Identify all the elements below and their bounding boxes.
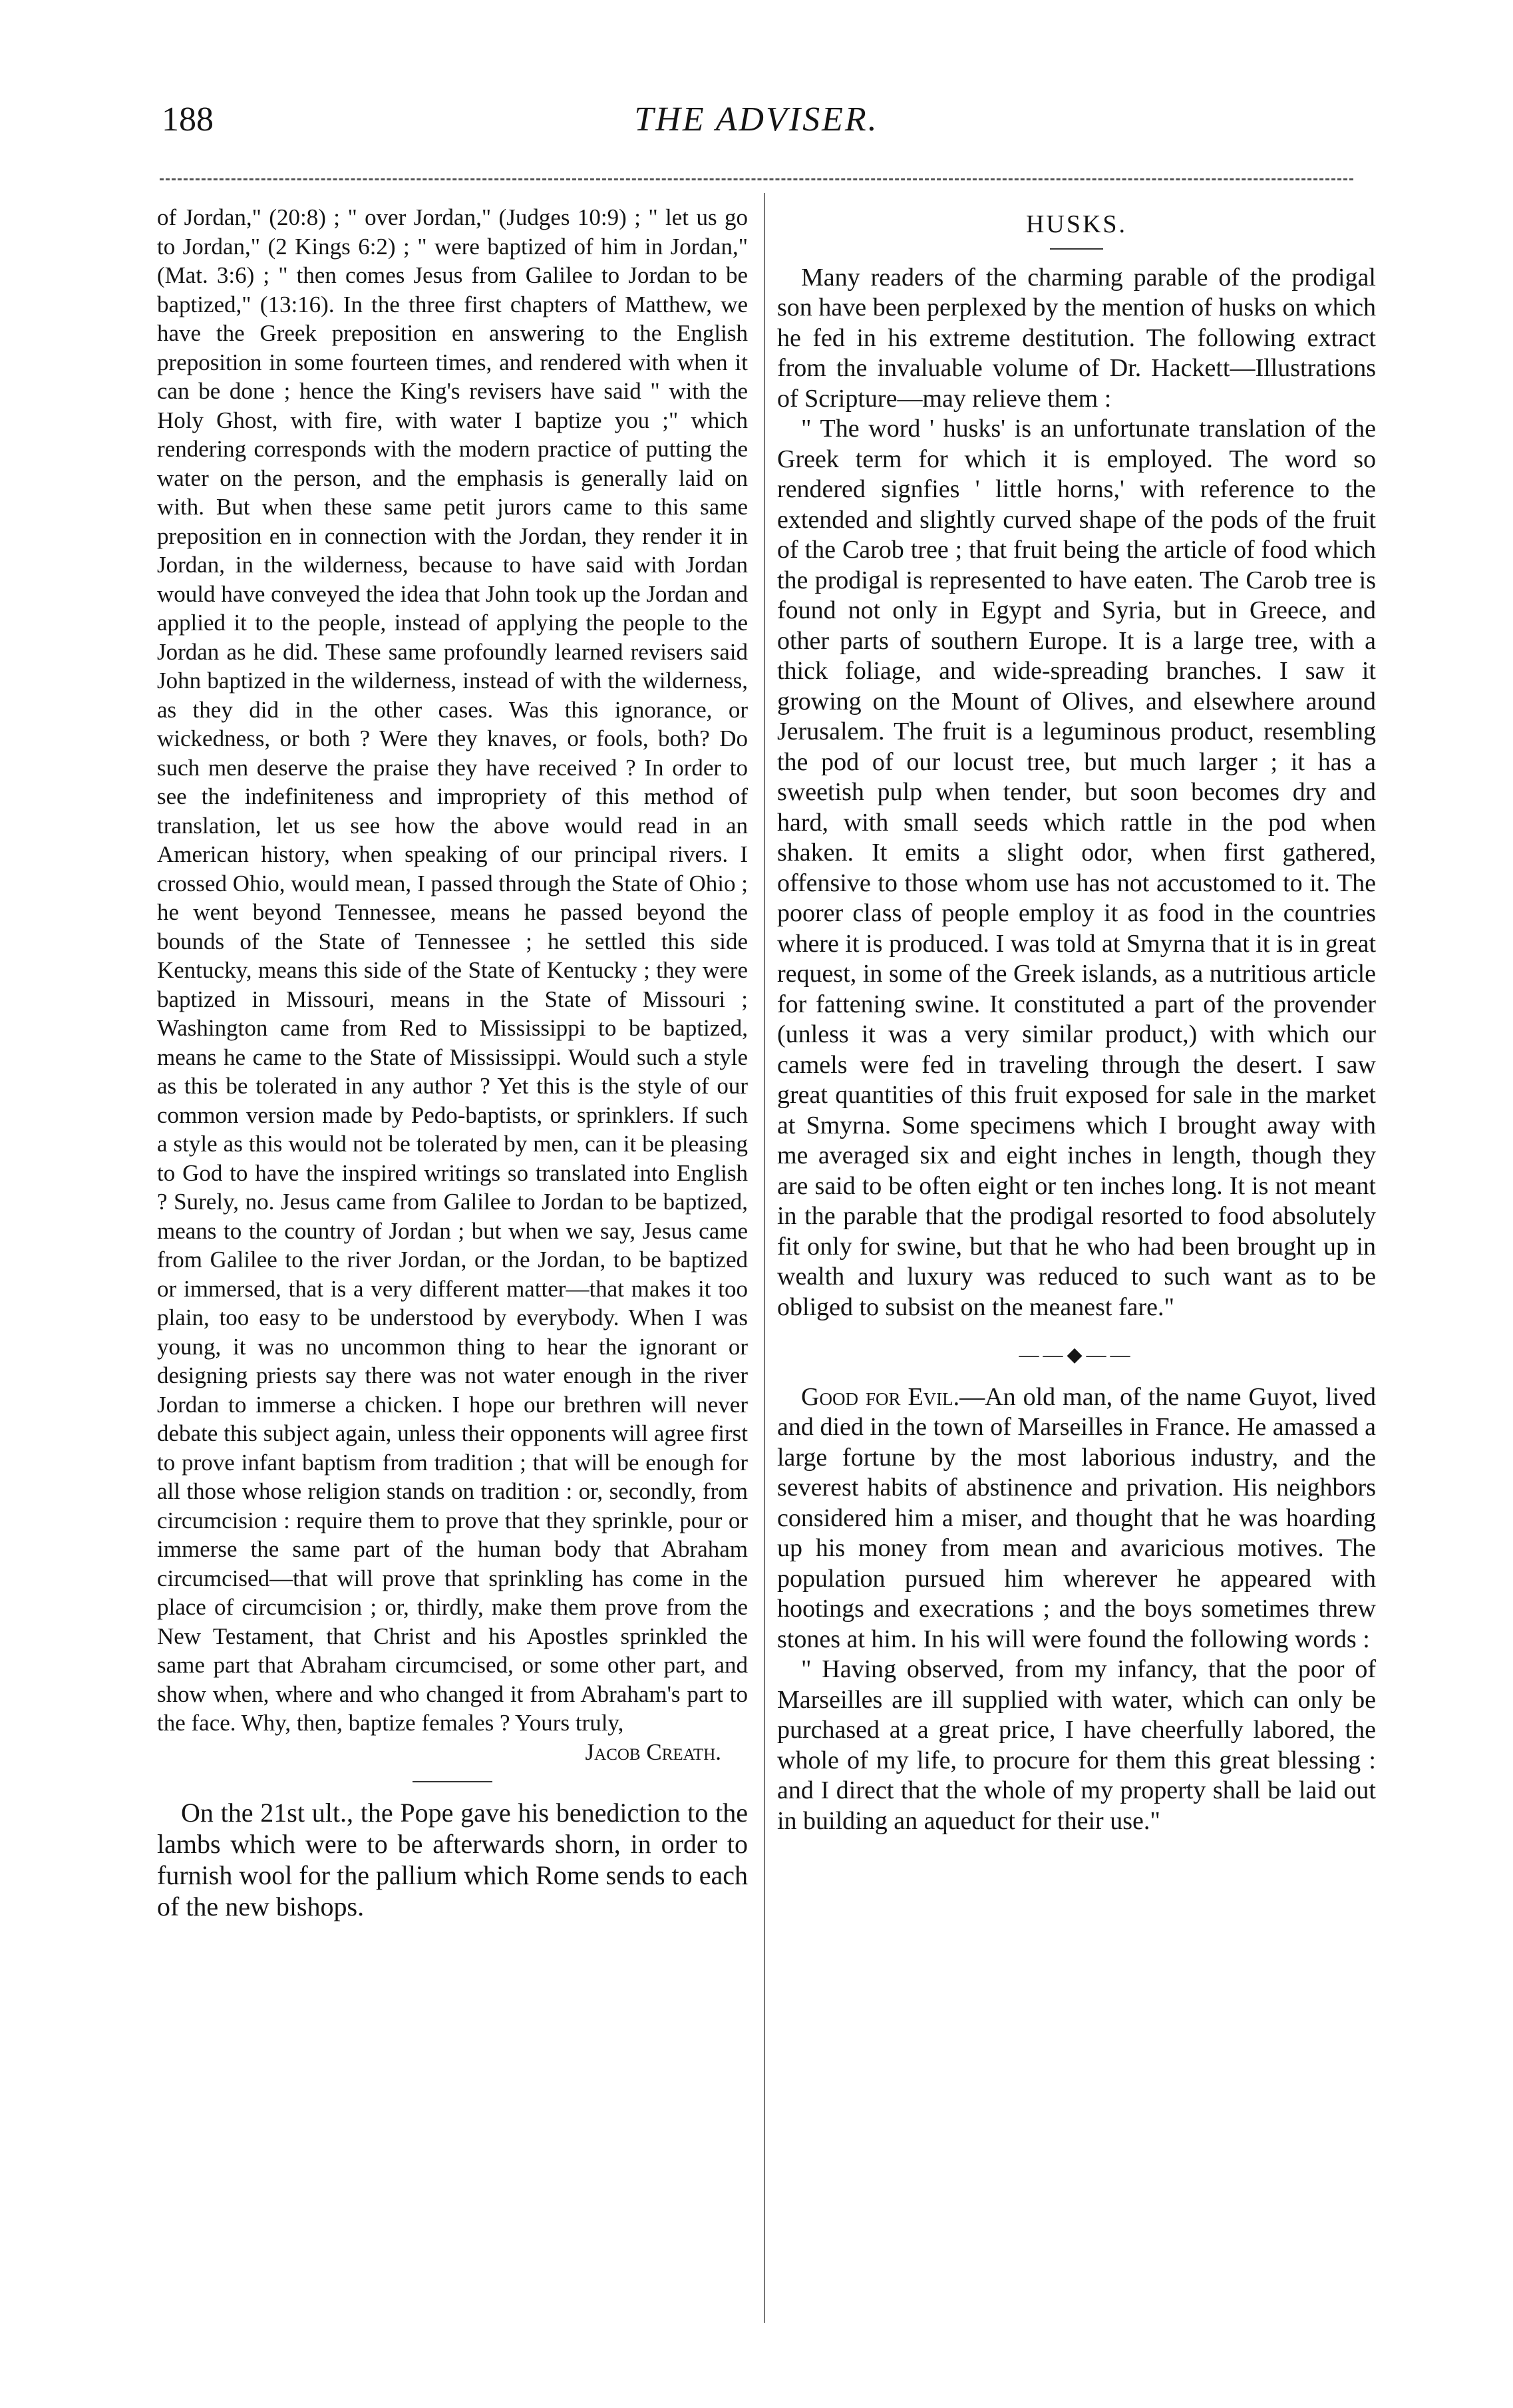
good-for-evil-text: —An old man, of the name Guyot, lived and died in the town of Marseilles in France. He amassed a large fortune by the most laborious industry, and the severest habits of abstinence and privation. His neighbors considered him a miser, and thought that he was hoarding up his money from mean and avaricious motives. The population pursued him wherever he appeared with hootings and execrations ; and the boys sometimes threw stones at him. In his will were found the following words : [777, 1382, 1376, 1653]
good-for-evil-paragraph [777, 1382, 1376, 1655]
title-divider [1050, 248, 1103, 250]
left-column [157, 203, 748, 1922]
right-column [777, 203, 1376, 1836]
husks-intro: Many readers of the charming parable of the prodigal son have been perplexed by the mention of husks on which he fed in his extreme destitution. The following extract from the invaluable volume of Dr. Hackett—Illustrations of Scripture—may relieve them : [777, 263, 1376, 413]
baptism-article-text: of Jordan," (20:8) ; " over Jordan," (Judges 10:9) ; " let us go to Jordan," (2 Kings 6:2) ; " were baptized of him in Jordan," (Mat. 3:6) ; " then comes Jesus from Galilee to Jordan to be baptized," (13:16). In the three first chapters of Matthew, we have the Greek preposition en answering to the English preposition in some fourteen times, and rendered with when it can be done ; hence the King's revisers have said " with the Holy Ghost, with fire, with water I baptize you ;" which rendering corresponds with the modern practice of putting the water on the person, and the emphasis is generally laid on with. But when these same petit jurors came to this same preposition en in connection with the Jordan, they render it in Jordan, in the wilderness, because to have said with Jordan would have conveyed the idea that John took up the Jordan and applied it to the people, instead of applying the people to the Jordan as he did. These same profoundly learned revisers said John baptized in the wilderness, instead of with the wilderness, as they did in the other cases. Was this ignorance, or wickedness, or both ? Were they knaves, or fools, both? Do such men deserve the praise they have received ? In order to see the indefiniteness and impropriety of this method of translation, let us see how the above would read in an American history, when speaking of our principal rivers. I crossed Ohio, would mean, I passed through the State of Ohio ; he went beyond Tennessee, means he passed beyond the bounds of the State of Tennessee ; he settled this side Kentucky, means this side of the State of Kentucky ; they were baptized in Missouri, means in the State of Missouri ; Washington came from Red to Mississippi to be baptized, means he came to the State of Mississippi. Would such a style as this be tolerated in any author ? Yet this is the style of our common version made by Pedo-baptists, or sprinklers. If such a style as this would not be tolerated by men, can it be pleasing to God to have the inspired writings so translated into English ? Surely, no. Jesus came from Galilee to Jordan to be baptized, means to the country of Jordan ; but when we say, Jesus came from Galilee to the river Jordan, or the Jordan, to be baptized or immersed, that is a very different matter—that makes it too plain, too easy to be understood by everybody. When I was young, it was no uncommon thing to hear the ignorant or designing priests say there was not water enough in the river Jordan to immerse a chicken. I hope our brethren will never debate this subject again, unless their opponents will agree first to prove infant baptism from tradition ; that will be enough for all those whose religion stands on tradition : or, secondly, from circumcision : require them to prove that they sprinkle, pour or immerse the same part of the human body that Abraham circumcised—that will prove that sprinkling has come in the place of circumcision ; or, thirdly, make them prove from the New Testament, that Christ and his Apostles sprinkled the same part that Abraham circumcised, or some other part, and show when, where and who changed it from Abraham's part to the face. Why, then, baptize females ? Yours truly, [157, 204, 748, 1736]
signature: Jacob Creath. [585, 1738, 721, 1765]
header-rule [160, 178, 1353, 180]
column-divider [764, 193, 765, 2323]
husks-title: HUSKS. [1025, 210, 1128, 238]
will-quote: " Having observed, from my infancy, that the poor of Marseilles are ill supplied with water, which can only be purchased at a great price, I have cheerfully labored, the whole of my life, to procure for them this great blessing : and I direct that the whole of my property shall be laid out in building an aqueduct for their use." [777, 1655, 1376, 1835]
husks-quote: " The word ' husks' is an unfortunate translation of the Greek term for which it is employed. The word so rendered signfies ' little horns,' with reference to the extended and slightly curved shape of the pods of the fruit of the Carob tree ; that fruit being the article of food which the prodigal is represented to have eaten. The Carob tree is found not only in Egypt and Syria, but in Greece, and other parts of southern Europe. It is a large tree, with a thick foliage, and wide-spreading branches. I saw it growing on the Mount of Olives, and elsewhere around Jerusalem. The fruit is a leguminous product, resembling the pod of our locust tree, but much larger ; it has a sweetish pulp when tender, but soon becomes dry and hard, with small seeds which rattle in the pod when shaken. It emits a slight odor, when first gathered, offensive to those whom use has not accustomed to it. The poorer class of people employ it as food in the countries where it is produced. I was told at Smyrna that it is in great request, in some of the Greek islands, as a nutritious article for fattening swine. It constituted a part of the provender (unless it was a very similar product,) with which our camels were fed in traveling through the desert. I saw great quantities of this fruit exposed for sale in the market at Smyrna. Some specimens which I brought away with me averaged six and eight inches in length, though they are said to be often eight or ten inches long. It is not meant in the parable that the prodigal resorted to food absolutely fit only for swine, but that he who had been brought up in wealth and luxury was reduced to such want as to be obliged to subsist on the meanest fare." [777, 415, 1376, 1321]
good-for-evil-lead: Good for Evil. [801, 1382, 960, 1411]
pope-paragraph: On the 21st ult., the Pope gave his benediction to the lambs which were to be afterwards shorn, in order to furnish wool for the pallium which Rome sends to each of the new bishops. [157, 1798, 748, 1921]
ornament-divider: ——◆—— [1019, 1344, 1134, 1366]
page-number: 188 [162, 100, 214, 138]
section-divider [413, 1781, 492, 1782]
running-title: THE ADVISER. [634, 100, 879, 138]
page-header [0, 100, 1513, 153]
